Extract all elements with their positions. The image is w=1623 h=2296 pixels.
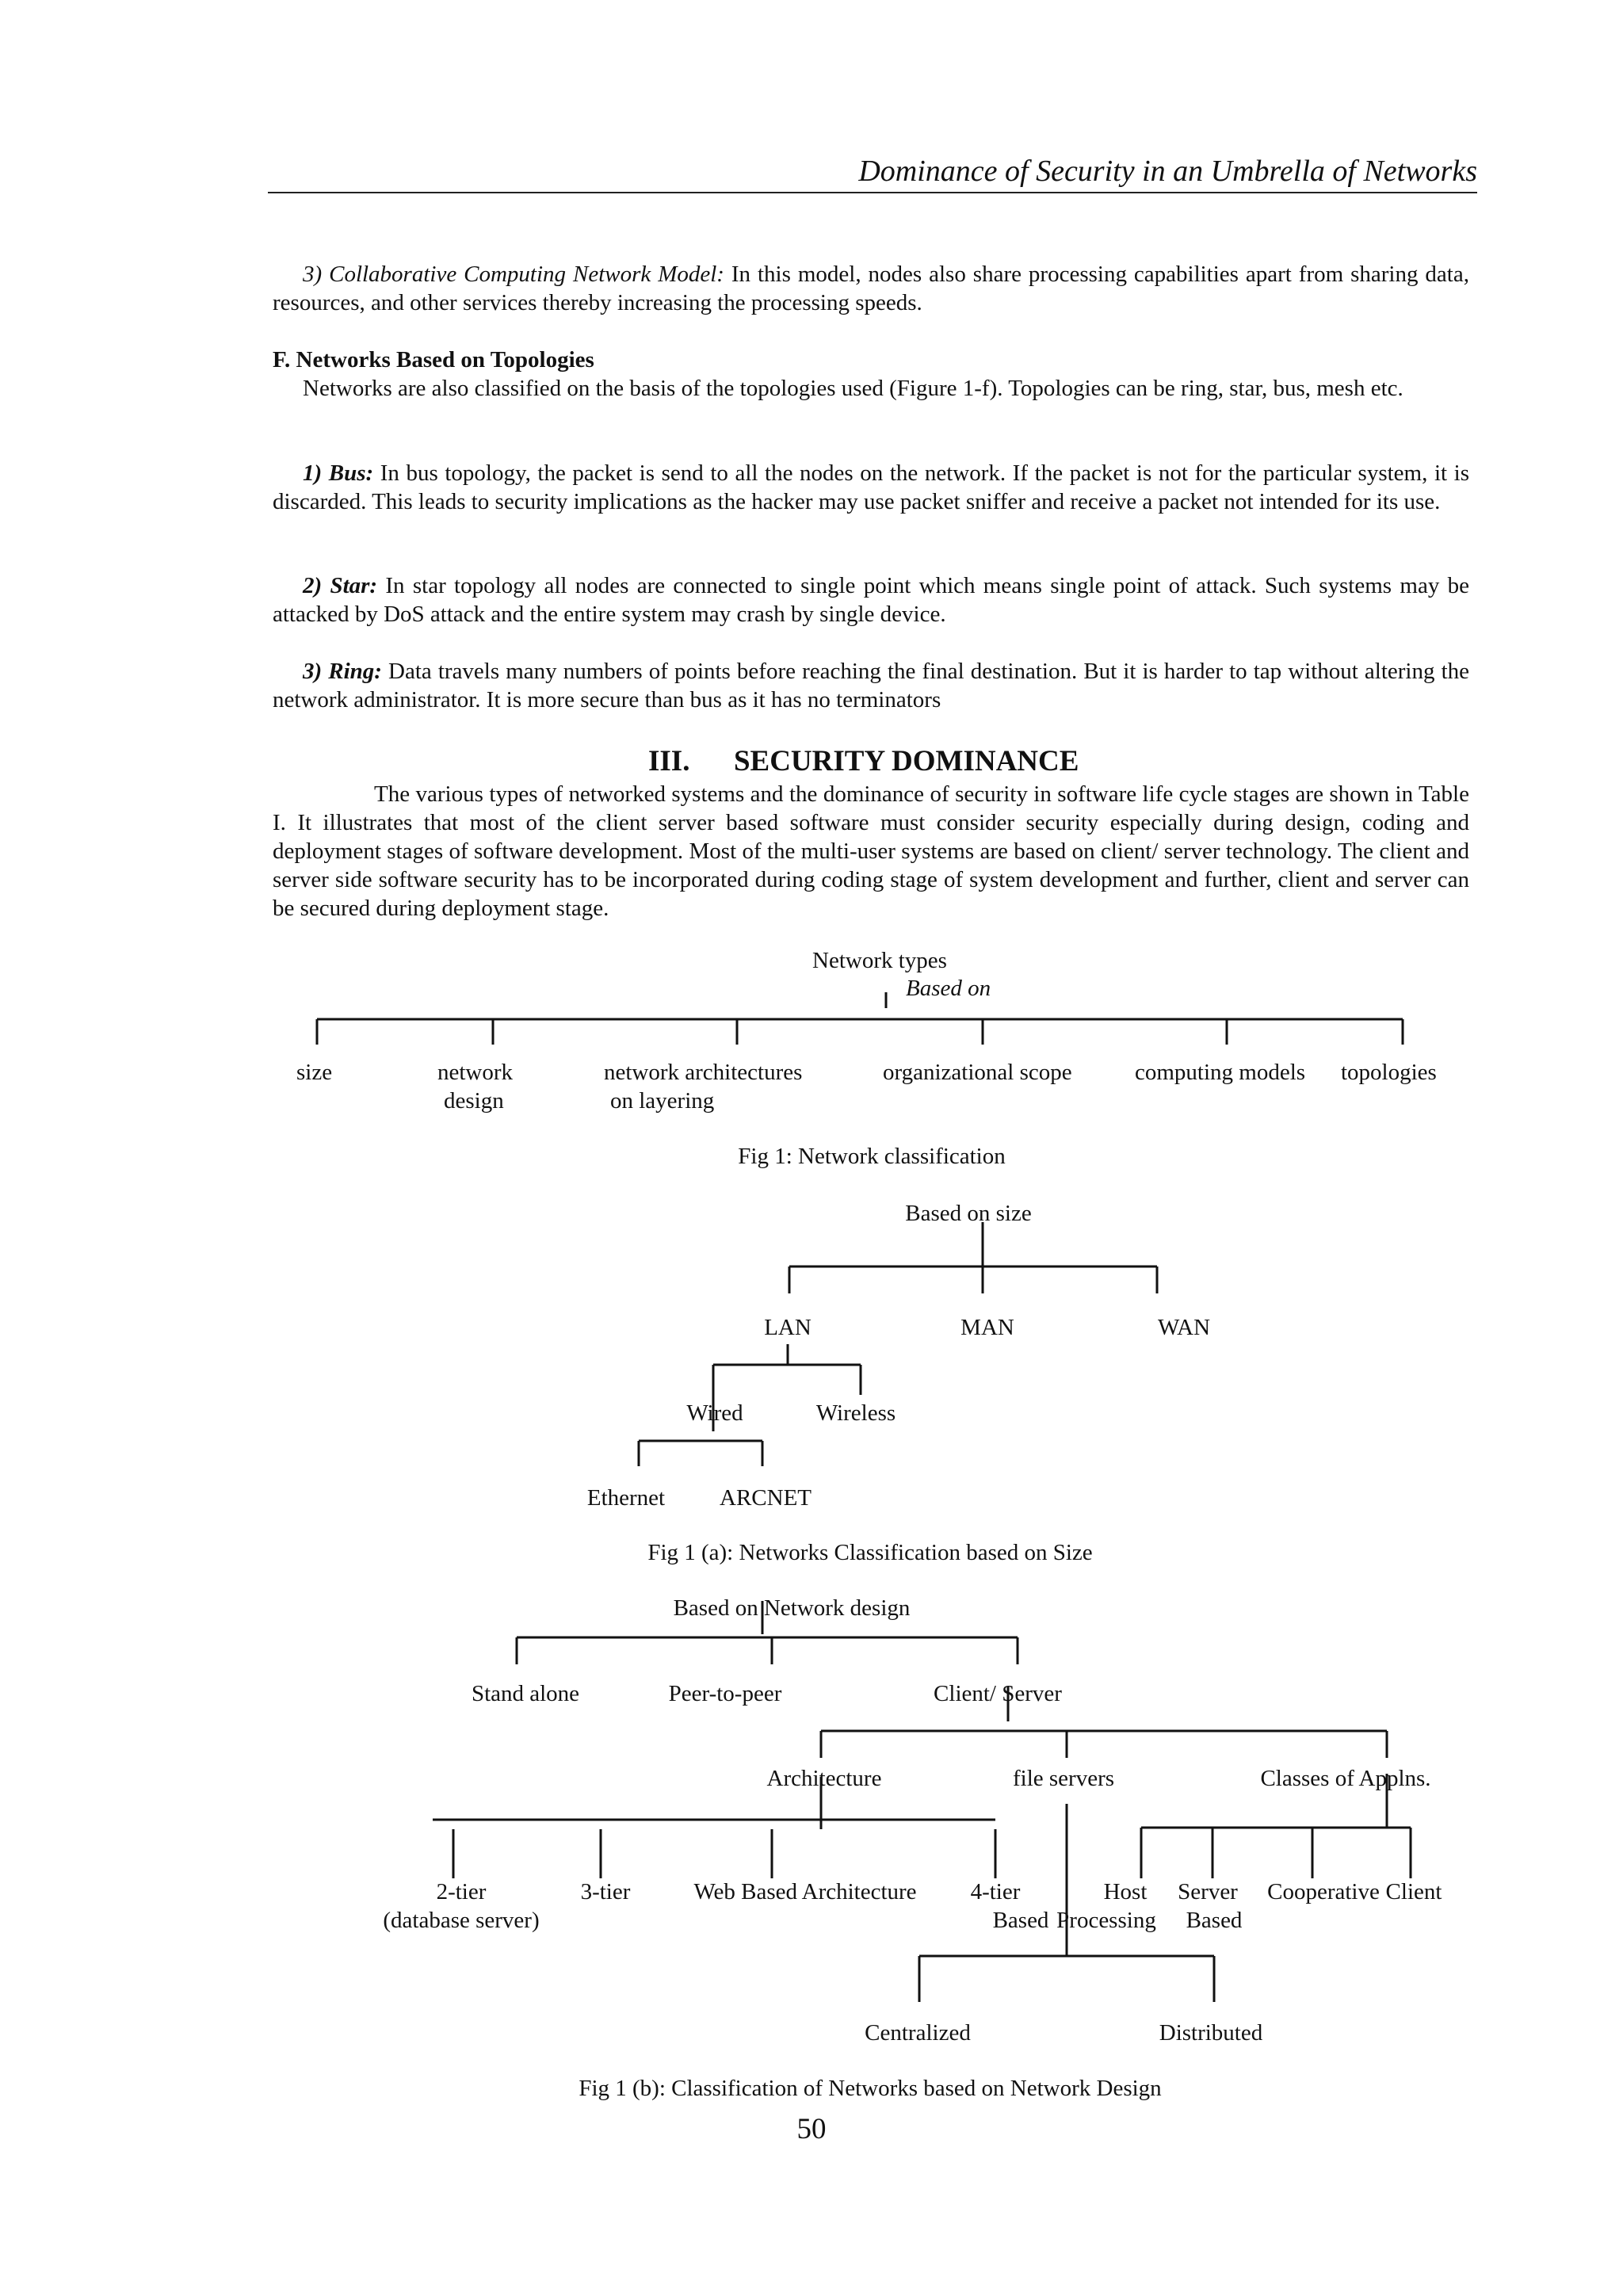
fig1-node-organizational-scope: organizational scope — [883, 1060, 1072, 1085]
paragraph-topologies-intro: Networks are also classified on the basis of the topologies used (Figure 1-f). Topologies can be ring, star, bus, mesh etc. — [303, 376, 1403, 401]
fig1b-node-centralized: Centralized — [865, 2020, 971, 2046]
fig1a-node-ethernet: Ethernet — [586, 1485, 666, 1511]
paragraph-text: Data travels many numbers of points before reaching the final destination. But it is harder to tap without altering the network administrator. It is more secure than bus as it has no terminators — [273, 659, 1470, 712]
fig1a-node-wired: Wired — [686, 1400, 743, 1426]
fig1b-node-host-line2: Based — [992, 1908, 1049, 1933]
paragraph-security-dominance: The various types of networked systems and the dominance of security in software life cycle stages are shown in Table I. It illustrates that most of the client server based software must consider security especially during design, coding and deployment stages of software development. Most of the multi-user systems are based on client/ server technology. The client and server side software security has to be incorporated during coding stage of system development and further, client and server can be secured during deployment stage. — [273, 781, 1469, 921]
section-title: III. SECURITY DOMINANCE — [648, 745, 1079, 777]
fig1b-node-peer-to-peer: Peer-to-peer — [668, 1681, 782, 1706]
page-number: 50 — [796, 2113, 827, 2145]
paragraph-label: 2) Star: — [303, 573, 378, 598]
fig1b-node-cooperative: Cooperative — [1267, 1879, 1380, 1904]
fig1b-node-client-server: Client/ Server — [934, 1681, 1062, 1706]
running-head: Dominance of Security in an Umbrella of Networks — [858, 155, 1477, 188]
fig1b-node-stand-alone: Stand alone — [471, 1681, 580, 1706]
fig1a-root-label: Based on size — [905, 1201, 1032, 1226]
fig1-node-network-design: network — [437, 1060, 514, 1085]
fig1a-node-man: MAN — [960, 1315, 1014, 1340]
fig1b-node-web-based: Web Based Architecture — [693, 1879, 917, 1904]
fig1a-node-arcnet: ARCNET — [720, 1485, 812, 1511]
fig1b-node-server: Server — [1178, 1879, 1238, 1904]
fig1b-node-architecture: Architecture — [766, 1766, 882, 1791]
fig1-node-architectures-line2: on layering — [610, 1088, 715, 1114]
paragraph-text: In star topology all nodes are connected to single point which means single point of attack. Such systems may be attacked by DoS attack and the entire system may crash by single device. — [273, 573, 1469, 627]
fig1a-node-lan: LAN — [764, 1315, 812, 1340]
fig1b-node-2-tier: 2-tier — [436, 1879, 487, 1904]
fig1-node-topologies: topologies — [1341, 1060, 1437, 1085]
fig1-node-computing-models: computing models — [1135, 1060, 1306, 1085]
fig1a-node-wireless: Wireless — [815, 1400, 896, 1426]
fig1-root-label: Network types — [812, 948, 947, 973]
fig1-node-architectures: network architectures — [604, 1060, 803, 1085]
fig1b-node-distributed: Distributed — [1159, 2020, 1263, 2046]
paragraph-label: 3) Collaborative Computing Network Model: — [303, 262, 724, 287]
paragraph-label: 3) Ring: — [303, 659, 382, 684]
fig1b-root-label: Based on Network design — [673, 1595, 911, 1621]
fig1b-node-cooperative-line2: Based — [1186, 1908, 1243, 1933]
paragraph-text: In bus topology, the packet is send to all the nodes on the network. If the packet is not for the particular system, it is discarded. This leads to security implications as the hacker may use packet sniffer and receive a packet not intended for its use. — [273, 460, 1469, 514]
fig1-node-size: size — [296, 1060, 333, 1085]
fig1-node-network-design-line2: design — [444, 1088, 504, 1114]
paragraph-text: In this model, nodes also share processing capabilities apart from sharing data, resources, and other services thereby increasing the processing speeds. — [273, 262, 1469, 315]
fig1a-caption: Fig 1 (a): Networks Classification based on Size — [647, 1540, 1093, 1565]
fig1b-caption: Fig 1 (b): Classification of Networks based on Network Design — [579, 2076, 1162, 2101]
fig1b-node-file-servers: file servers — [1012, 1766, 1115, 1791]
paragraph-label: 1) Bus: — [303, 460, 374, 486]
fig1-caption: Fig 1: Network classification — [738, 1144, 1006, 1169]
fig1b-node-2-tier-line2: (database server) — [383, 1908, 540, 1933]
fig1b-node-3-tier: 3-tier — [580, 1879, 631, 1904]
fig1-edge-label: Based on — [906, 976, 991, 1001]
fig1b-node-client: Client — [1385, 1879, 1442, 1904]
fig1b-node-host: Host — [1103, 1879, 1148, 1904]
fig1b-node-4-tier: 4-tier — [970, 1879, 1021, 1904]
subsection-heading: F. Networks Based on Topologies — [273, 347, 594, 372]
fig1b-node-server-line2: Processing — [1056, 1908, 1156, 1933]
fig1b-node-classes-of-applns: Classes of Applns. — [1260, 1766, 1431, 1791]
fig1a-node-wan: WAN — [1157, 1315, 1211, 1340]
